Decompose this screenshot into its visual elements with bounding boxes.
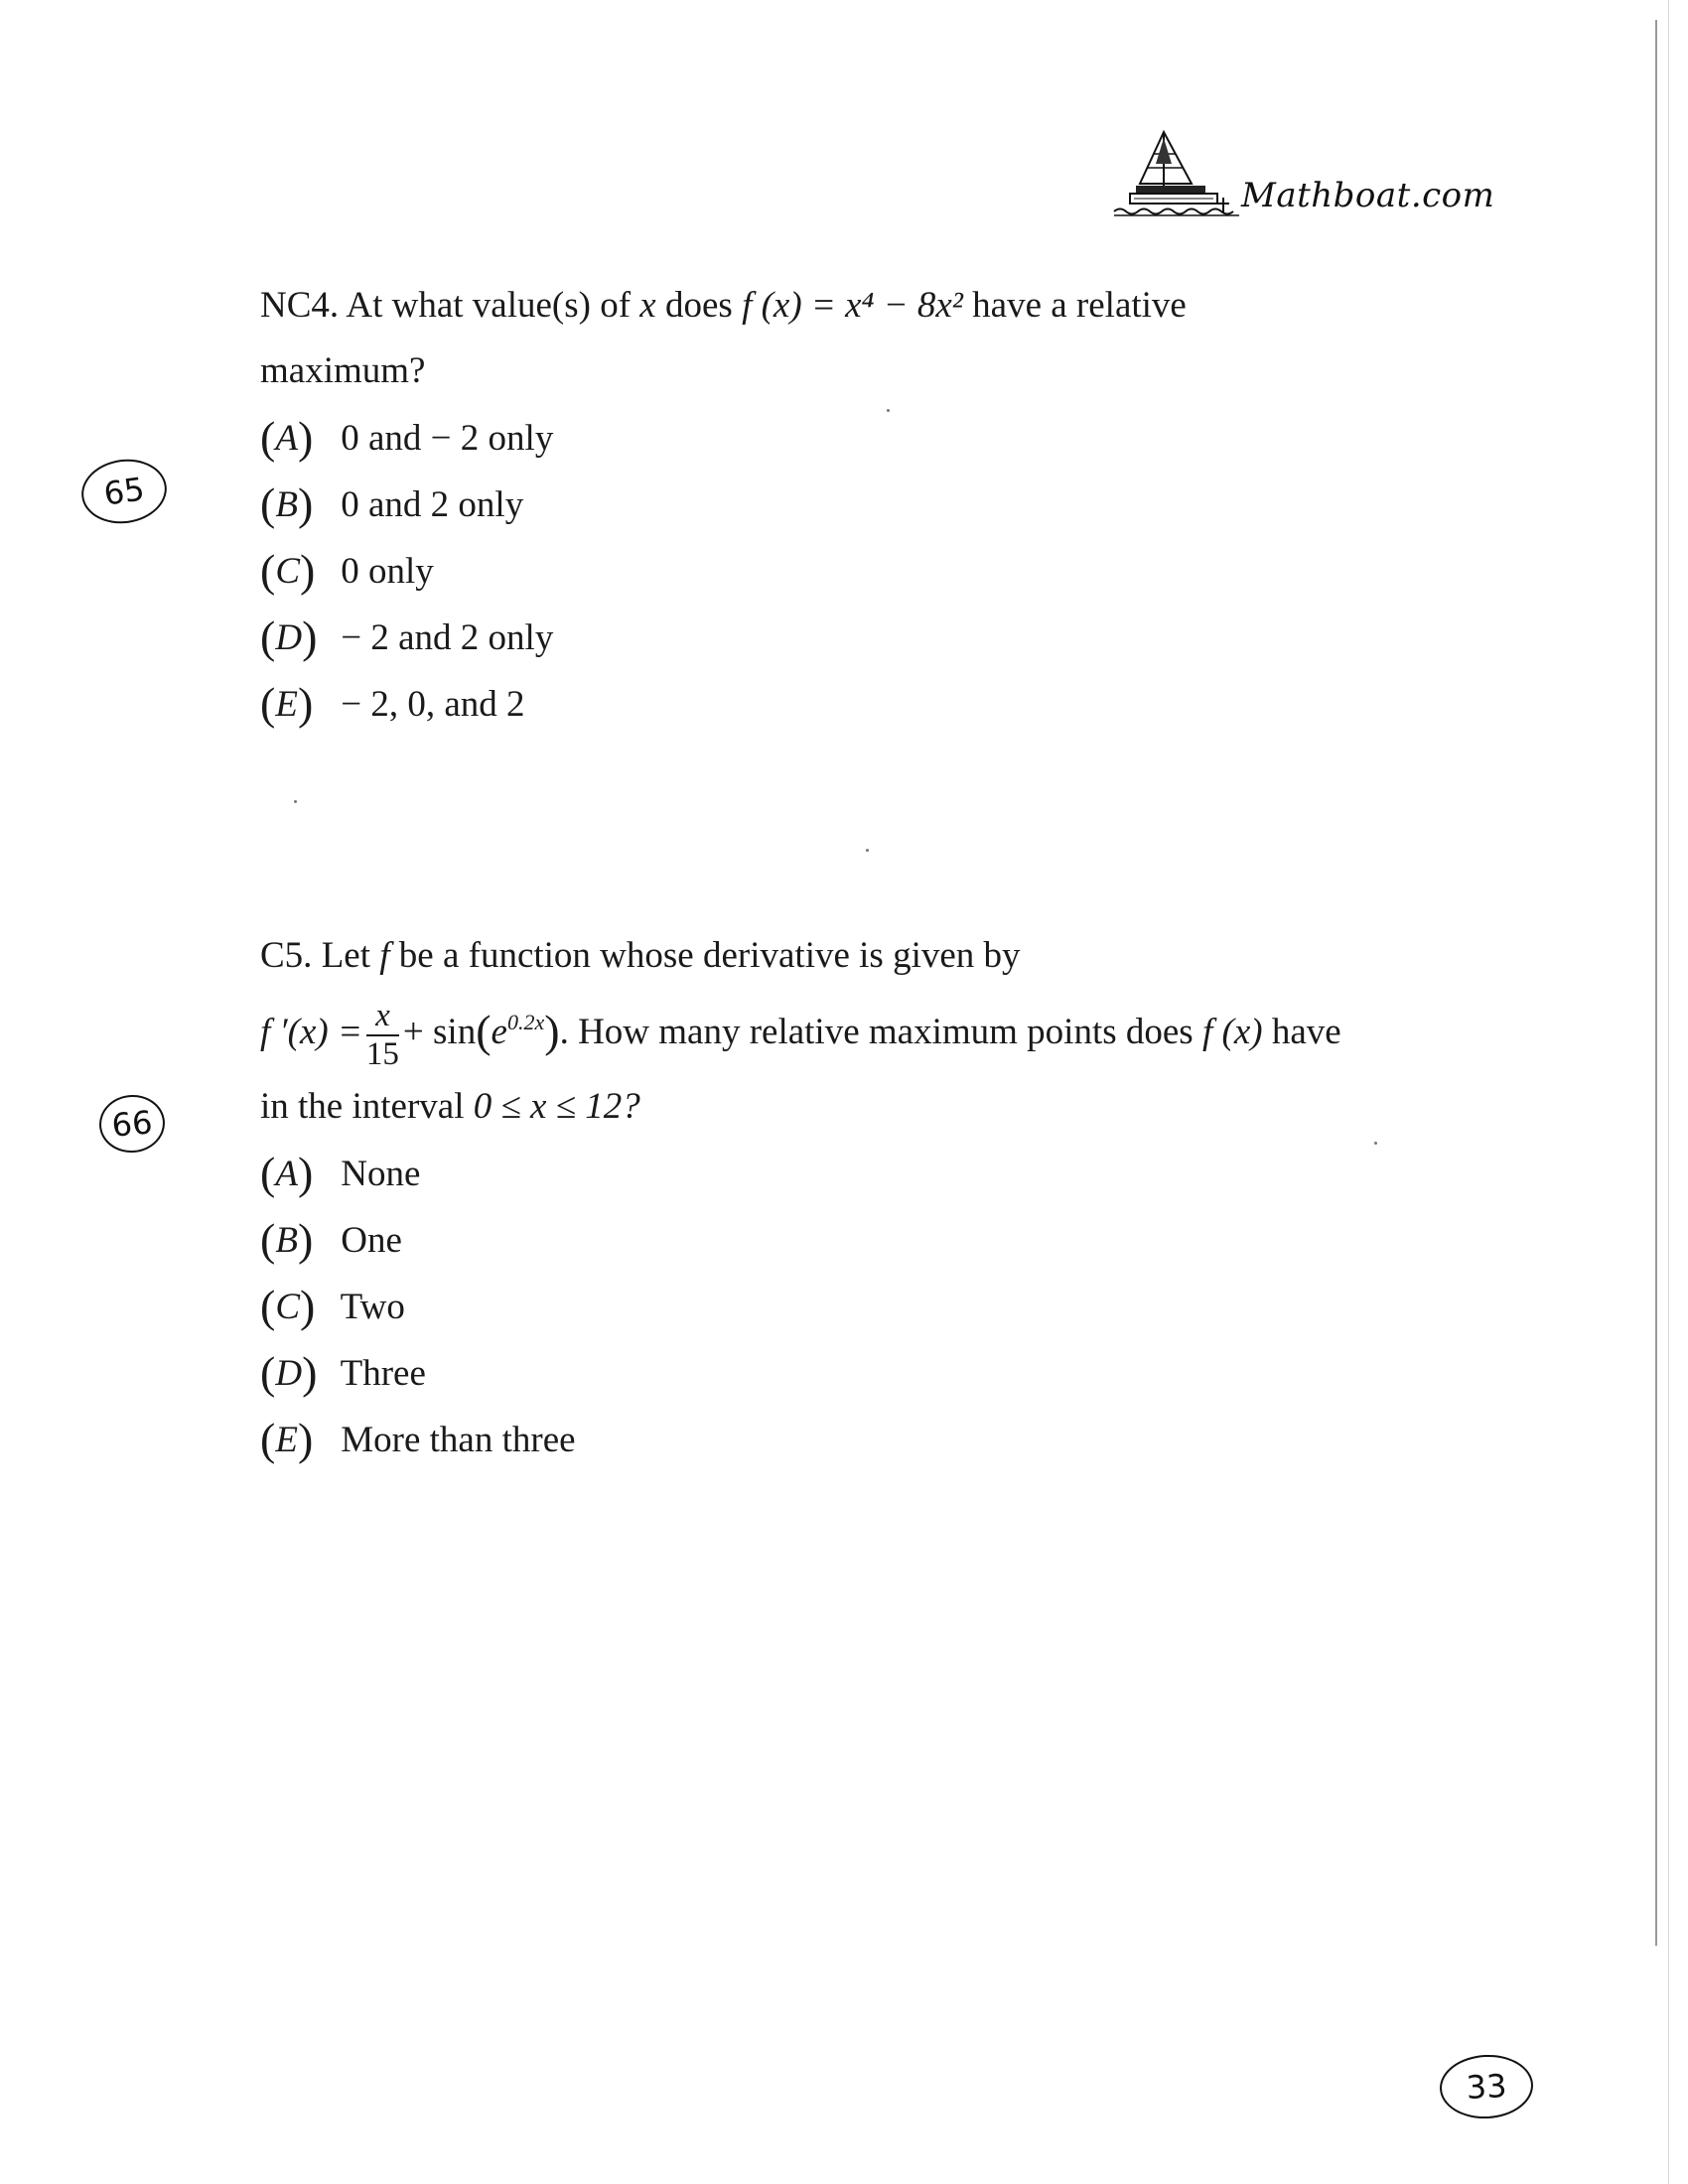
- answer-choice-e[interactable]: [260, 1406, 1452, 1472]
- annotation-number: 65: [101, 470, 147, 513]
- answer-choice-d[interactable]: [260, 1339, 1452, 1406]
- variable: x: [639, 285, 656, 326]
- choice-text: Two: [340, 1287, 405, 1327]
- scan-speck: [866, 849, 869, 852]
- answer-choice-b[interactable]: [260, 471, 1452, 537]
- page-number: [1438, 2053, 1534, 2121]
- choice-text: − 2, 0, and 2: [341, 684, 525, 725]
- choice-letter: (A): [260, 1148, 314, 1198]
- fraction: [365, 997, 399, 1072]
- sin-term: + sin: [402, 1012, 477, 1052]
- variable: f: [379, 935, 390, 976]
- choice-text: 0 only: [341, 551, 434, 592]
- exp-power: 0.2x: [506, 1010, 545, 1034]
- question-text: have: [1271, 1012, 1341, 1052]
- question-label: C5.: [260, 935, 313, 976]
- choice-text: None: [341, 1154, 421, 1194]
- answer-choice-b[interactable]: [260, 1206, 1452, 1273]
- answer-choices: [260, 1140, 1452, 1472]
- choice-text: 0 and 2 only: [341, 484, 524, 525]
- choice-text: One: [341, 1220, 402, 1261]
- choice-letter: (B): [260, 478, 314, 529]
- choice-letter: (A): [260, 412, 314, 463]
- question-text: . How many relative maximum points does: [559, 1012, 1194, 1052]
- choice-text: More than three: [341, 1420, 576, 1460]
- question-text: be a function whose derivative is given by: [398, 935, 1021, 976]
- question-text: maximum?: [260, 350, 426, 391]
- question-text: in the interval: [260, 1086, 465, 1127]
- interval-expression: 0 ≤ x ≤ 12?: [473, 1086, 640, 1127]
- question-stem-line-3: [260, 1074, 1452, 1140]
- scan-edge-faint: [1668, 0, 1669, 2184]
- choice-letter: (E): [260, 678, 314, 729]
- question-stem-line-1: [260, 273, 1452, 339]
- choice-letter: (C): [260, 545, 316, 596]
- scan-speck: [1374, 1142, 1377, 1145]
- question-text: At what value(s) of: [346, 285, 632, 326]
- mathboat-logo: [1112, 124, 1509, 223]
- question-stem-line-1: [260, 923, 1452, 989]
- question-label: NC4.: [260, 285, 340, 326]
- page-number-text: 33: [1465, 2066, 1508, 2108]
- choice-letter: (D): [260, 612, 318, 662]
- question-stem-line-2: f ′(x) = $\frac{x}{15}$ + $\sin(e^{0.2x})$. How many relative maximum points does f (x) have: [260, 997, 1341, 1072]
- question-text: does: [664, 285, 733, 326]
- choice-text: 0 and − 2 only: [341, 418, 554, 459]
- handwritten-annotation-65: [77, 454, 171, 528]
- choice-letter: (E): [260, 1414, 314, 1464]
- question-text: Let: [321, 935, 370, 976]
- choice-text: − 2 and 2 only: [341, 617, 554, 658]
- choice-text: Three: [340, 1353, 426, 1394]
- derivative-lhs: f ′(x) =: [260, 1012, 362, 1052]
- function-expression: f (x) = x⁴ − 8x²: [742, 285, 963, 326]
- exp-base: e: [491, 1012, 507, 1052]
- answer-choice-c[interactable]: [260, 537, 1452, 604]
- choice-letter: (D): [260, 1347, 318, 1398]
- question-c5: [260, 923, 1452, 1472]
- answer-choice-c[interactable]: [260, 1273, 1452, 1339]
- choice-letter: (C): [260, 1281, 316, 1331]
- scan-speck: [887, 409, 890, 412]
- question-stem-line-2: [260, 339, 1452, 404]
- scan-speck: [294, 800, 297, 803]
- answer-choices: [260, 404, 1452, 737]
- answer-choice-d[interactable]: [260, 604, 1452, 670]
- answer-choice-e[interactable]: [260, 670, 1452, 737]
- annotation-number: 66: [110, 1103, 154, 1145]
- sailboat-icon: [1112, 124, 1241, 218]
- handwritten-annotation-66: [97, 1092, 168, 1156]
- question-text: have a relative: [972, 285, 1187, 326]
- fraction-numerator: x: [366, 1000, 399, 1036]
- fraction-denominator: 15: [365, 1035, 399, 1072]
- function-fx: f (x): [1201, 1012, 1263, 1052]
- question-nc4: [260, 273, 1452, 737]
- answer-choice-a[interactable]: [260, 1140, 1452, 1206]
- answer-choice-a[interactable]: [260, 404, 1452, 471]
- scan-edge: [1655, 20, 1657, 1946]
- choice-letter: (B): [260, 1214, 314, 1265]
- logo-text[interactable]: Mathboat.com: [1241, 176, 1495, 215]
